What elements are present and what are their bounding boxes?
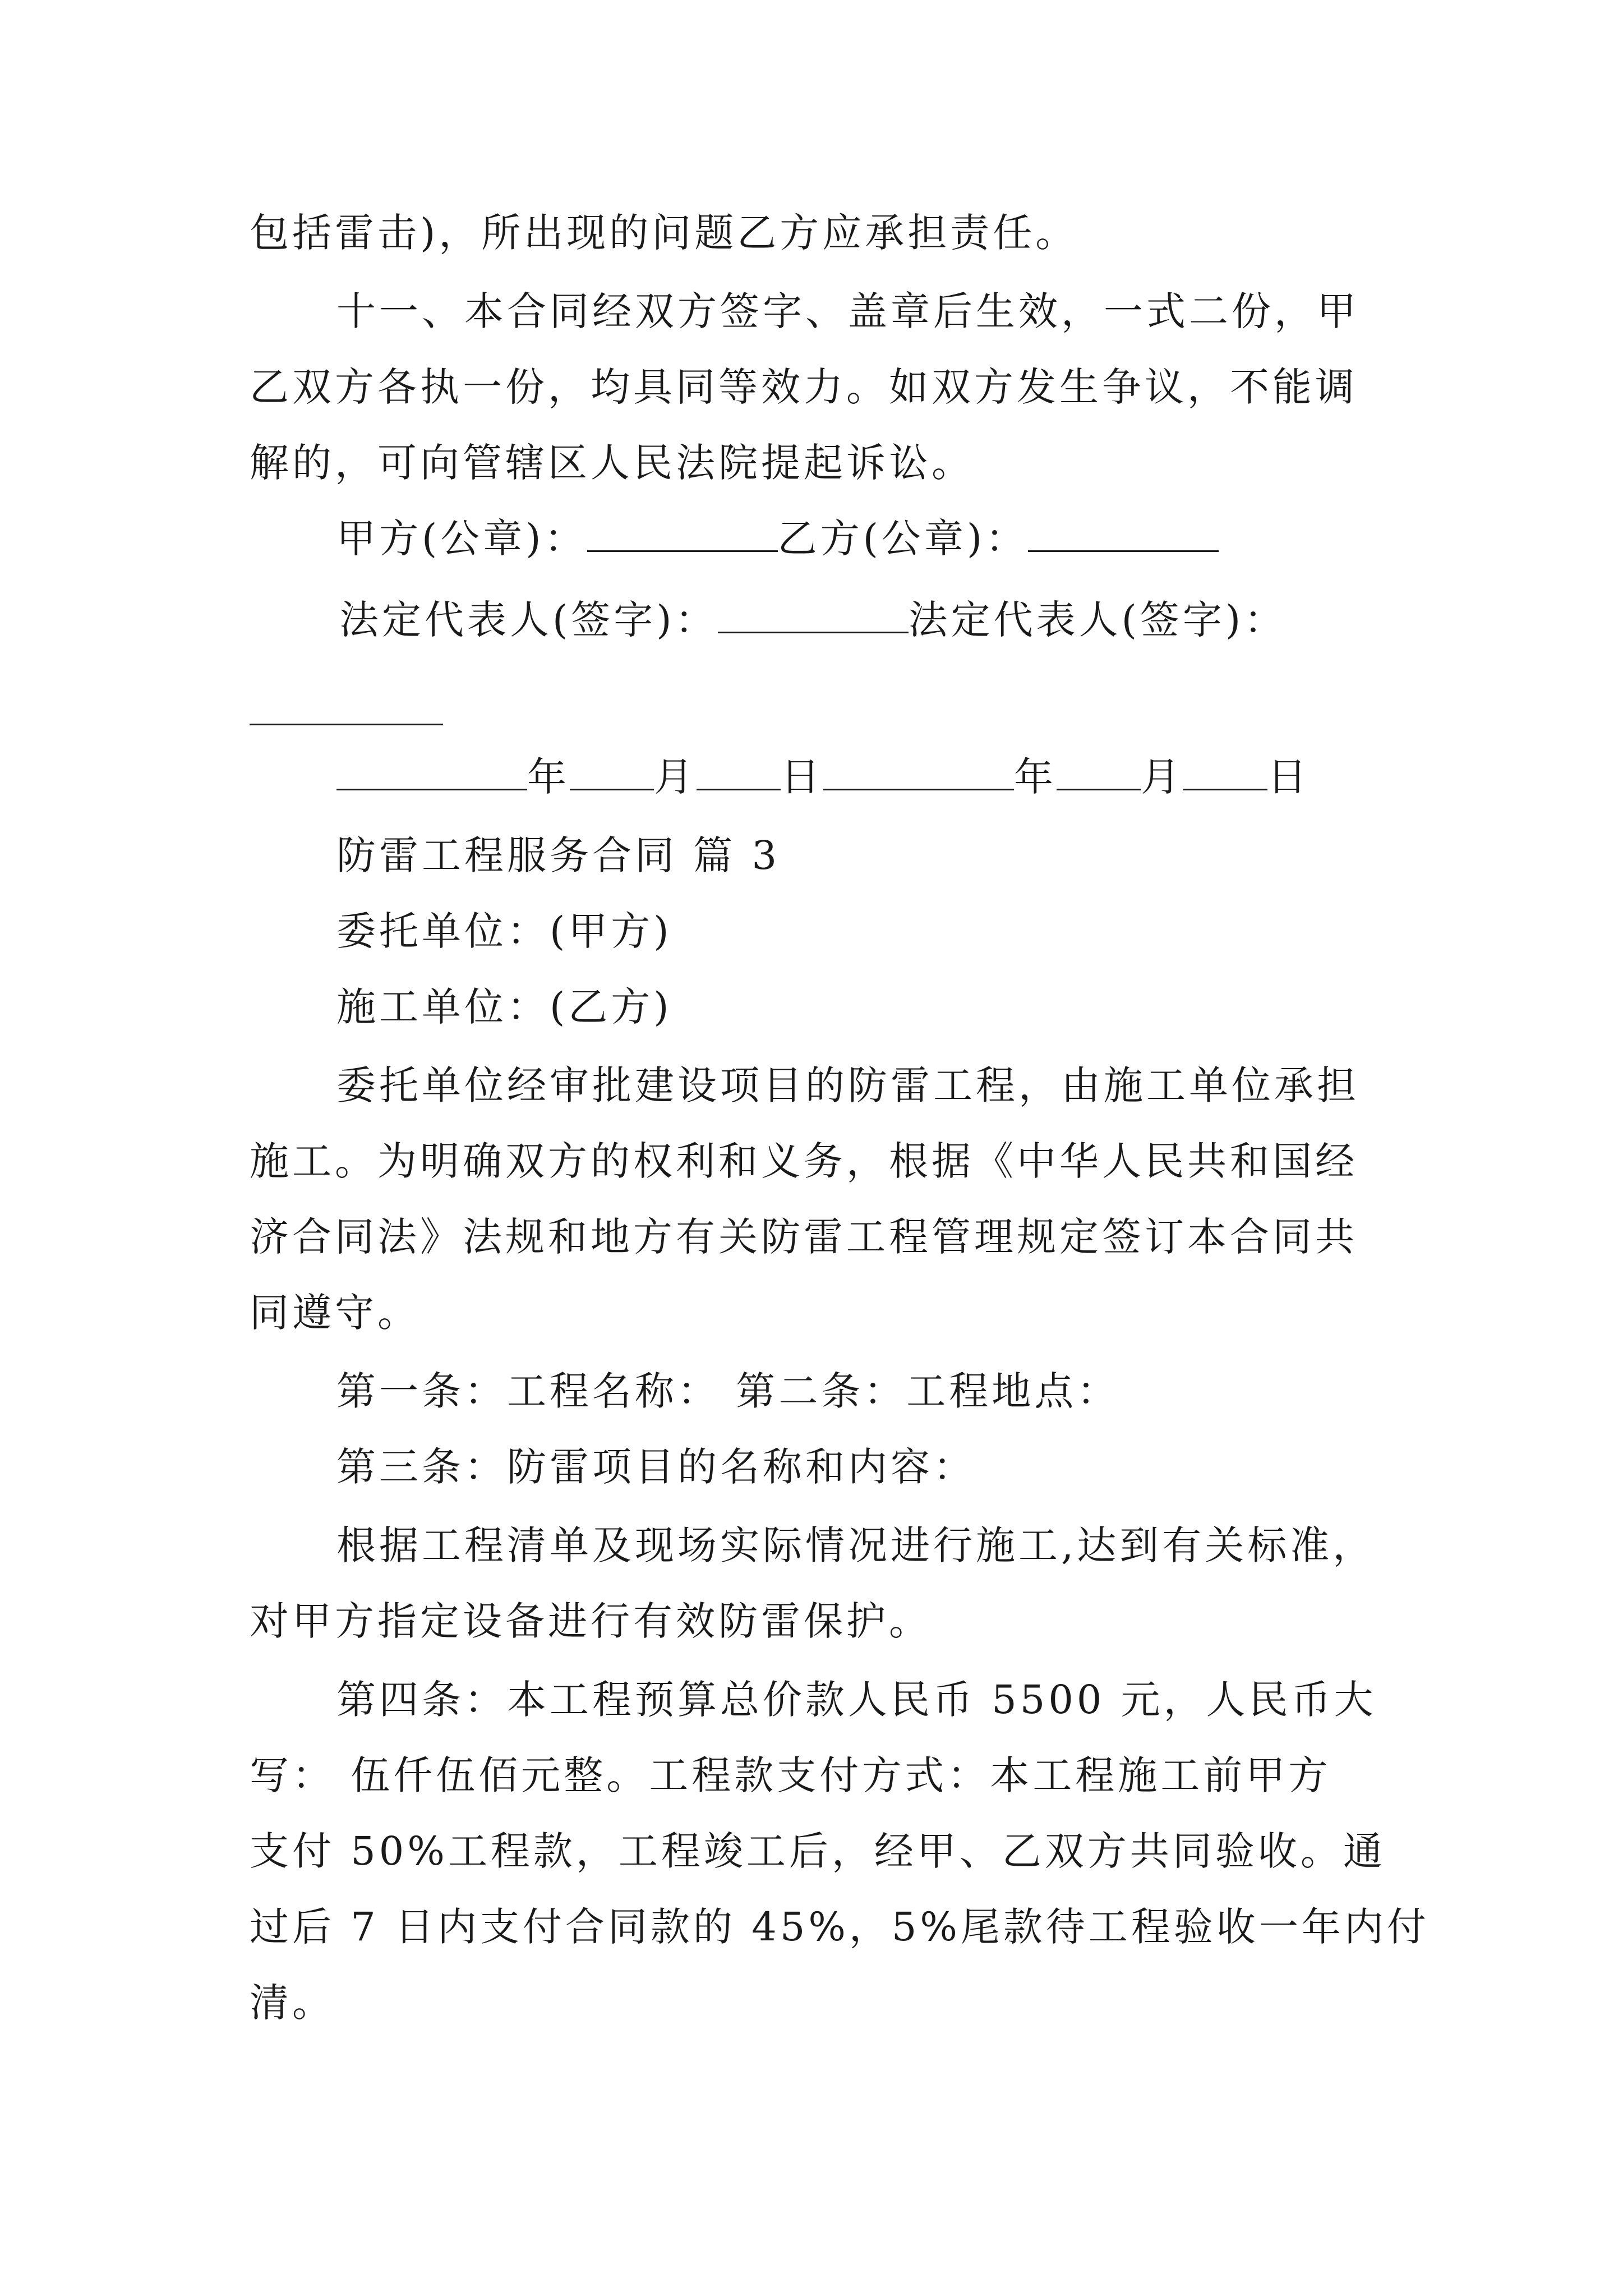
section-title: 防雷工程服务合同 篇 3: [336, 832, 781, 878]
party-a-rep-blank: [718, 596, 909, 633]
day-label: 日: [1267, 754, 1310, 800]
date-month-blank: [1057, 753, 1141, 790]
year-label: 年: [1014, 754, 1057, 800]
paragraph-line: 写： 伍仟伍佰元整。工程款支付方式：本工程施工前甲方: [250, 1752, 1331, 1798]
month-label: 月: [654, 754, 697, 800]
paragraph-line: 清。: [250, 1980, 335, 2026]
month-label: 月: [1141, 754, 1183, 800]
paragraph-line: 施工。为明确双方的权利和义务，根据《中华人民共和国经: [250, 1138, 1358, 1184]
seal-line: [336, 513, 1219, 564]
paragraph-line: 过后 7 日内支付合同款的 45%，5%尾款待工程验收一年内付: [250, 1904, 1430, 1950]
paragraph-line: 同遵守。: [250, 1290, 420, 1336]
contractor-unit-line: 施工单位：(乙方): [336, 984, 672, 1030]
paragraph-line: 委托单位经审批建设项目的防雷工程，由施工单位承担: [336, 1062, 1359, 1108]
party-b-seal-label: 乙方(公章)：: [777, 516, 1029, 562]
party-a-seal-label: 甲方(公章)：: [336, 516, 587, 562]
day-label: 日: [781, 754, 823, 800]
date-year-blank: [336, 753, 527, 790]
paragraph-line: 济合同法》法规和地方有关防雷工程管理规定签订本合同共: [250, 1214, 1358, 1260]
party-b-rep-blank: [250, 724, 443, 725]
article-line: 第一条：工程名称： 第二条：工程地点：: [336, 1368, 1120, 1414]
paragraph-line: 第四条：本工程预算总价款人民币 5500 元，人民币大: [336, 1677, 1377, 1723]
year-label: 年: [527, 754, 570, 800]
paragraph-line: 乙双方各执一份，均具同等效力。如双方发生争议，不能调: [250, 364, 1358, 410]
date-day-blank: [1183, 753, 1267, 790]
party-b-rep-label: 法定代表人(签字)：: [908, 597, 1287, 643]
paragraph-line: 支付 50%工程款，工程竣工后，经甲、乙双方共同验收。通: [250, 1828, 1386, 1874]
paragraph-line: 根据工程清单及现场实际情况进行施工,达到有关标准，: [336, 1522, 1376, 1568]
paragraph-line: 解的，可向管辖区人民法院提起诉讼。: [250, 440, 974, 486]
date-line: [336, 752, 1310, 802]
party-a-seal-blank: [587, 514, 778, 552]
paragraph-line: 十一、本合同经双方签字、盖章后生效，一式二份，甲: [336, 288, 1359, 334]
date-day-blank: [697, 753, 781, 790]
article-line: 第三条：防雷项目的名称和内容：: [336, 1444, 976, 1490]
paragraph-line: 对甲方指定设备进行有效防雷保护。: [250, 1598, 932, 1644]
client-unit-line: 委托单位：(甲方): [336, 908, 672, 954]
party-a-rep-label: 法定代表人(签字)：: [339, 597, 718, 643]
date-year-blank: [823, 753, 1014, 790]
party-b-seal-blank: [1028, 514, 1219, 552]
date-month-blank: [570, 753, 654, 790]
representative-line: [339, 595, 1287, 645]
paragraph-line: 包括雷击)，所出现的问题乙方应承担责任。: [250, 210, 1078, 256]
